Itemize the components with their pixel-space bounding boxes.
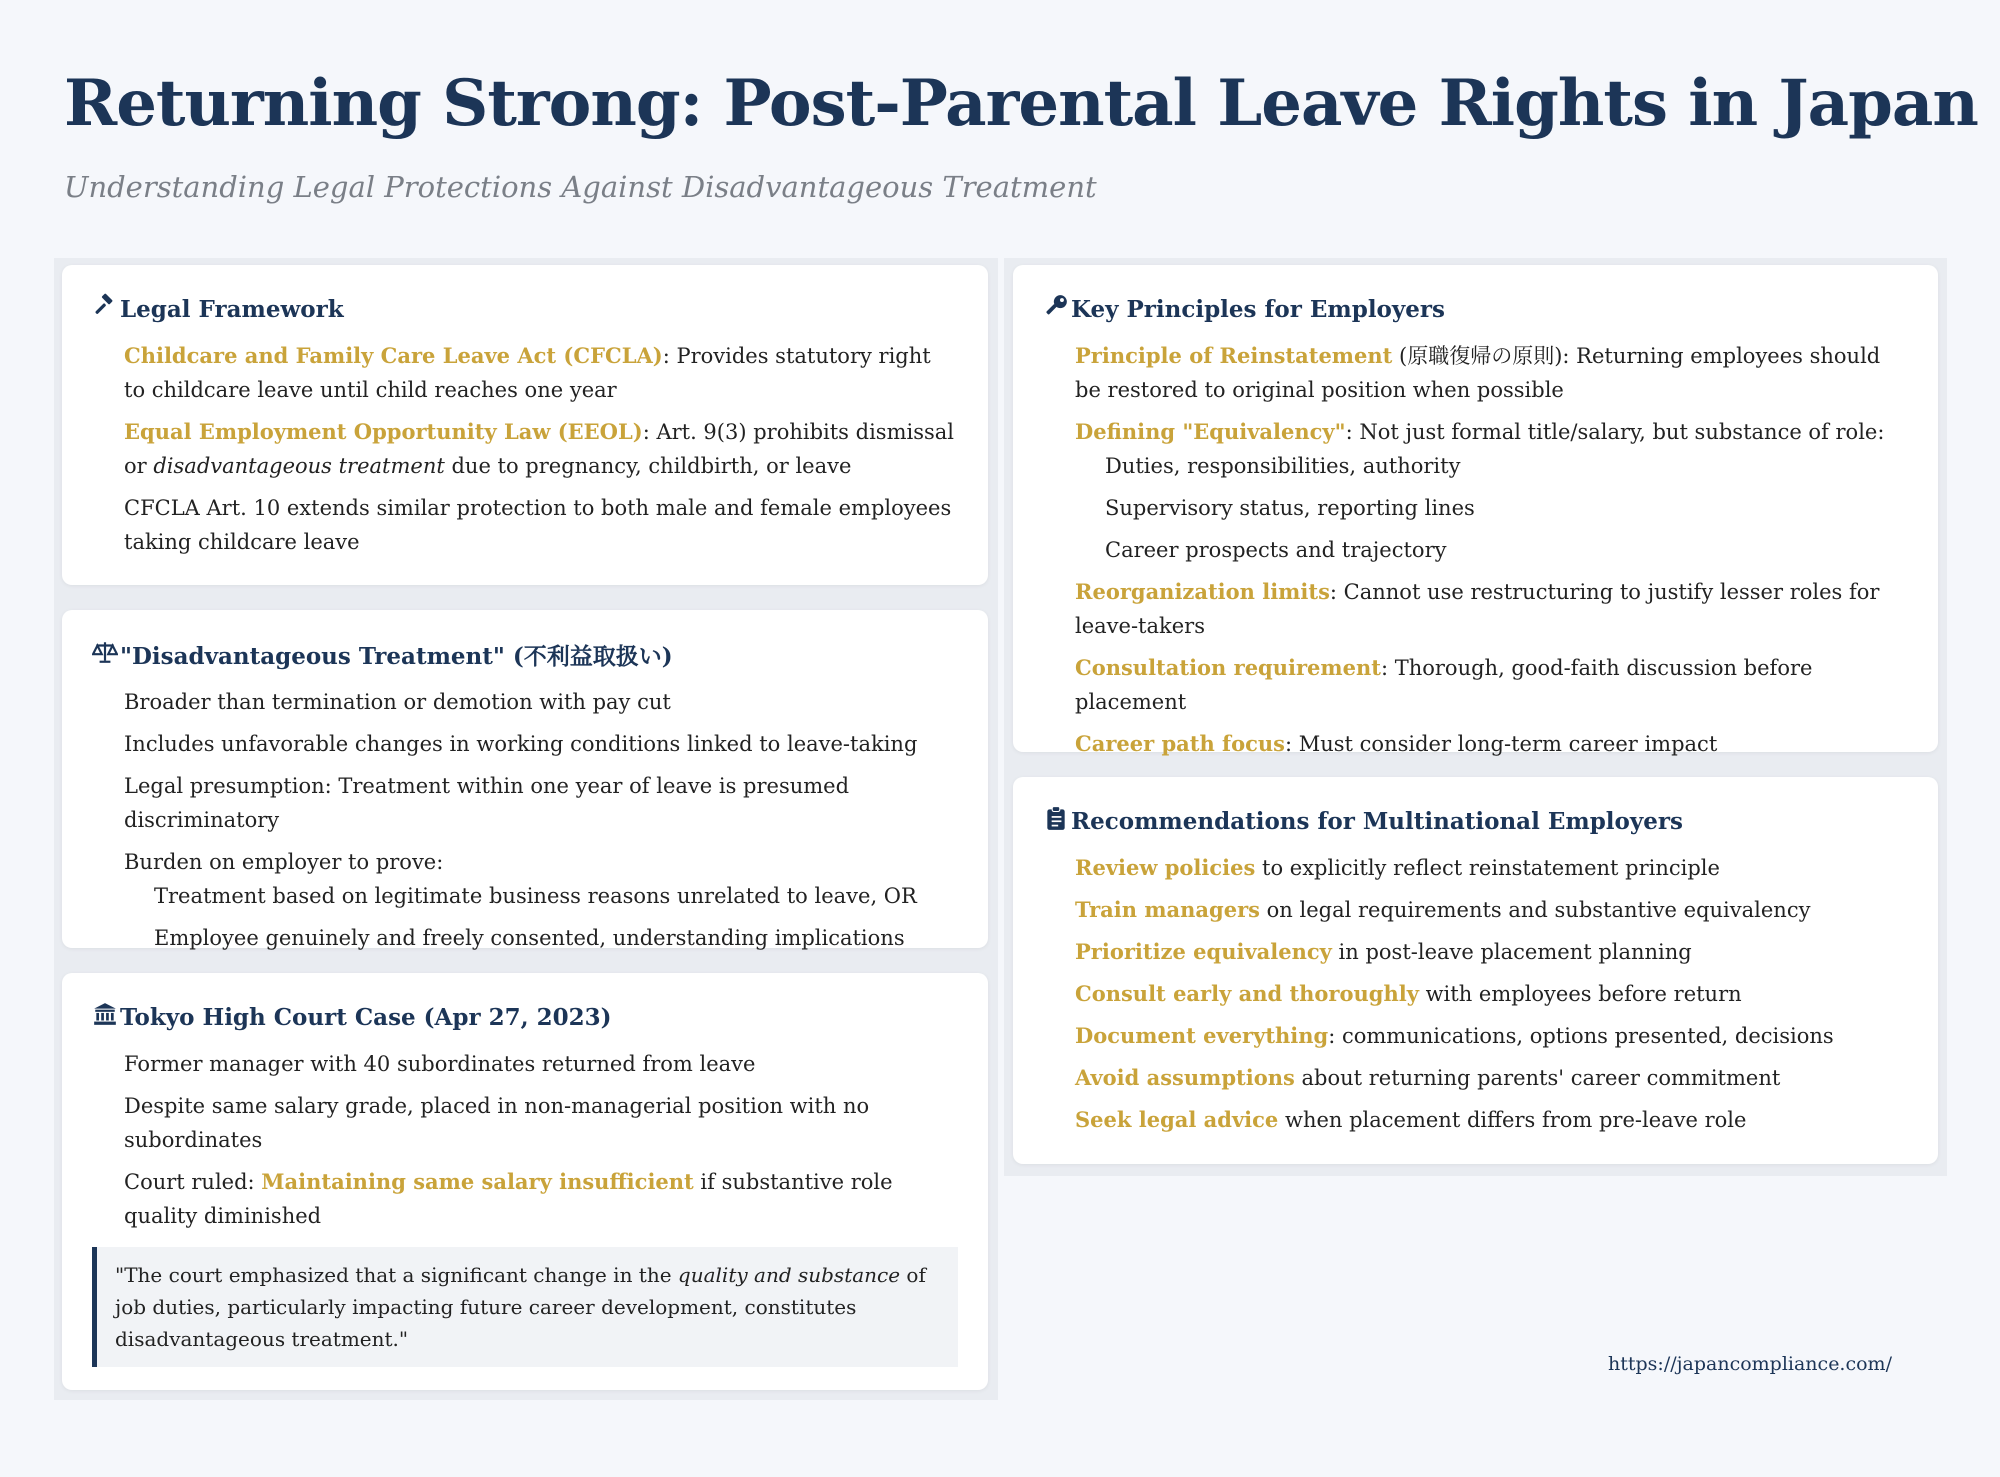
recommendations-heading <box>1043 805 1908 837</box>
disadvantageous-heading <box>92 638 958 671</box>
item-text: : Must consider long-term career impact <box>1284 732 1718 756</box>
item-text: : Cannot use restructuring to justify lesser roles for leave-takers <box>1075 580 1880 638</box>
item-text: (原職復帰の原則): Returning employees should be restored to original position when possible <box>1075 344 1881 402</box>
list-item <box>1075 415 1908 449</box>
recommendations-title: Recommendations for Multinational Employers <box>1071 807 1683 835</box>
list-item <box>1075 1061 1908 1095</box>
list-item: Burden on employer to prove: <box>124 850 444 874</box>
item-text: : Thorough, good-faith discussion before placement <box>1075 656 1813 714</box>
key-principles-card <box>1013 265 1938 756</box>
item-highlight: Prioritize equivalency <box>1075 939 1332 964</box>
legal-framework-heading <box>92 293 958 325</box>
sub-list-item: Employee genuinely and freely consented, understanding implications <box>154 926 905 950</box>
list-item: CFCLA Art. 10 extends similar protection to both male and female employees taking childcare leave <box>124 496 952 554</box>
item-text: to explicitly reflect reinstatement principle <box>1255 856 1720 880</box>
list-item <box>1075 1103 1908 1137</box>
quote-text: of job duties, particularly impacting future career development, constitutes disadvantageous treatment." <box>115 1263 926 1351</box>
item-highlight: Childcare and Family Care Leave Act (CFCLA) <box>124 343 663 368</box>
page-subtitle: Understanding Legal Protections Against Disadvantageous Treatment <box>64 170 1097 204</box>
item-text: about returning parents' career commitment <box>1294 1066 1781 1090</box>
list-item <box>1075 935 1908 969</box>
footer-url[interactable]: https://japancompliance.com/ <box>1608 1353 1892 1375</box>
quote-emphasis: quality and substance <box>677 1263 901 1287</box>
item-text: in post-leave placement planning <box>1331 940 1692 964</box>
clipboard-icon <box>1043 805 1069 837</box>
sub-list-item: Duties, responsibilities, authority <box>1105 454 1461 478</box>
item-highlight: Consultation requirement <box>1075 655 1381 680</box>
page-title: Returning Strong: Post-Parental Leave Rights in Japan <box>64 66 1978 141</box>
item-text: Court ruled: <box>124 1170 262 1194</box>
list-item: Broader than termination or demotion with pay cut <box>124 690 671 714</box>
sub-list-item: Career prospects and trajectory <box>1105 538 1447 562</box>
item-highlight: Consult early and thoroughly <box>1075 981 1419 1006</box>
key-icon <box>1043 293 1069 325</box>
list-item: Legal presumption: Treatment within one year of leave is presumed discriminatory <box>124 774 850 832</box>
item-highlight: Career path focus <box>1075 731 1285 756</box>
disadvantageous-title: "Disadvantageous Treatment" (不利益取扱い) <box>120 643 673 670</box>
list-item: Despite same salary grade, placed in non-managerial position with no subordinates <box>124 1094 870 1152</box>
legal-framework-card <box>62 265 988 585</box>
courthouse-icon <box>92 1001 118 1033</box>
item-highlight: Principle of Reinstatement <box>1075 343 1393 368</box>
list-item <box>124 339 958 407</box>
item-highlight: Avoid assumptions <box>1075 1065 1295 1090</box>
item-highlight: Document everything <box>1075 1023 1329 1048</box>
list-item: Includes unfavorable changes in working conditions linked to leave-taking <box>124 732 918 756</box>
item-text: on legal requirements and substantive equivalency <box>1259 898 1811 922</box>
list-item <box>1075 575 1908 643</box>
item-text: : Not just formal title/salary, but substance of role: <box>1345 420 1885 444</box>
list-item <box>1075 851 1908 885</box>
item-highlight: Reorganization limits <box>1075 579 1330 604</box>
item-highlight: Seek legal advice <box>1075 1107 1279 1132</box>
sub-list-item: Supervisory status, reporting lines <box>1105 496 1475 520</box>
legal-framework-title: Legal Framework <box>120 295 344 323</box>
list-item <box>124 415 958 483</box>
item-text: : Provides statutory right to childcare leave until child reaches one year <box>124 344 931 402</box>
sub-list-item: Treatment based on legitimate business reasons unrelated to leave, OR <box>154 884 917 908</box>
list-item <box>1075 893 1908 927</box>
item-text: : Art. 9(3) prohibits dismissal or <box>124 420 954 478</box>
list-item <box>1075 651 1908 719</box>
key-principles-heading <box>1043 293 1908 325</box>
list-item: Former manager with 40 subordinates returned from leave <box>124 1052 756 1076</box>
item-highlight: Train managers <box>1075 897 1260 922</box>
list-item <box>124 1165 958 1233</box>
item-text: when placement differs from pre-leave role <box>1278 1108 1747 1132</box>
item-highlight: Defining "Equivalency" <box>1075 419 1346 444</box>
item-highlight: Review policies <box>1075 855 1256 880</box>
scale-icon <box>92 639 118 671</box>
quote-text: "The court emphasized that a significant change in the <box>115 1263 678 1287</box>
court-quote <box>92 1247 958 1367</box>
item-text: : communications, options presented, decisions <box>1328 1024 1834 1048</box>
item-highlight: Equal Employment Opportunity Law (EEOL) <box>124 419 643 444</box>
disadvantageous-treatment-card <box>62 610 988 948</box>
list-item <box>1075 339 1908 407</box>
item-text: if substantive role quality diminished <box>124 1170 893 1228</box>
key-principles-title: Key Principles for Employers <box>1071 295 1445 323</box>
list-item <box>1075 727 1908 761</box>
item-text: with employees before return <box>1418 982 1742 1006</box>
list-item <box>1075 1019 1908 1053</box>
court-case-card <box>62 973 988 1390</box>
list-item <box>1075 977 1908 1011</box>
item-text: due to pregnancy, childbirth, or leave <box>444 454 852 478</box>
court-case-title: Tokyo High Court Case (Apr 27, 2023) <box>120 1003 612 1031</box>
court-case-heading <box>92 1001 958 1033</box>
item-highlight: Maintaining same salary insufficient <box>261 1169 694 1194</box>
gavel-icon <box>92 293 118 325</box>
recommendations-card <box>1013 777 1938 1164</box>
item-emphasis: disadvantageous treatment <box>153 454 445 478</box>
